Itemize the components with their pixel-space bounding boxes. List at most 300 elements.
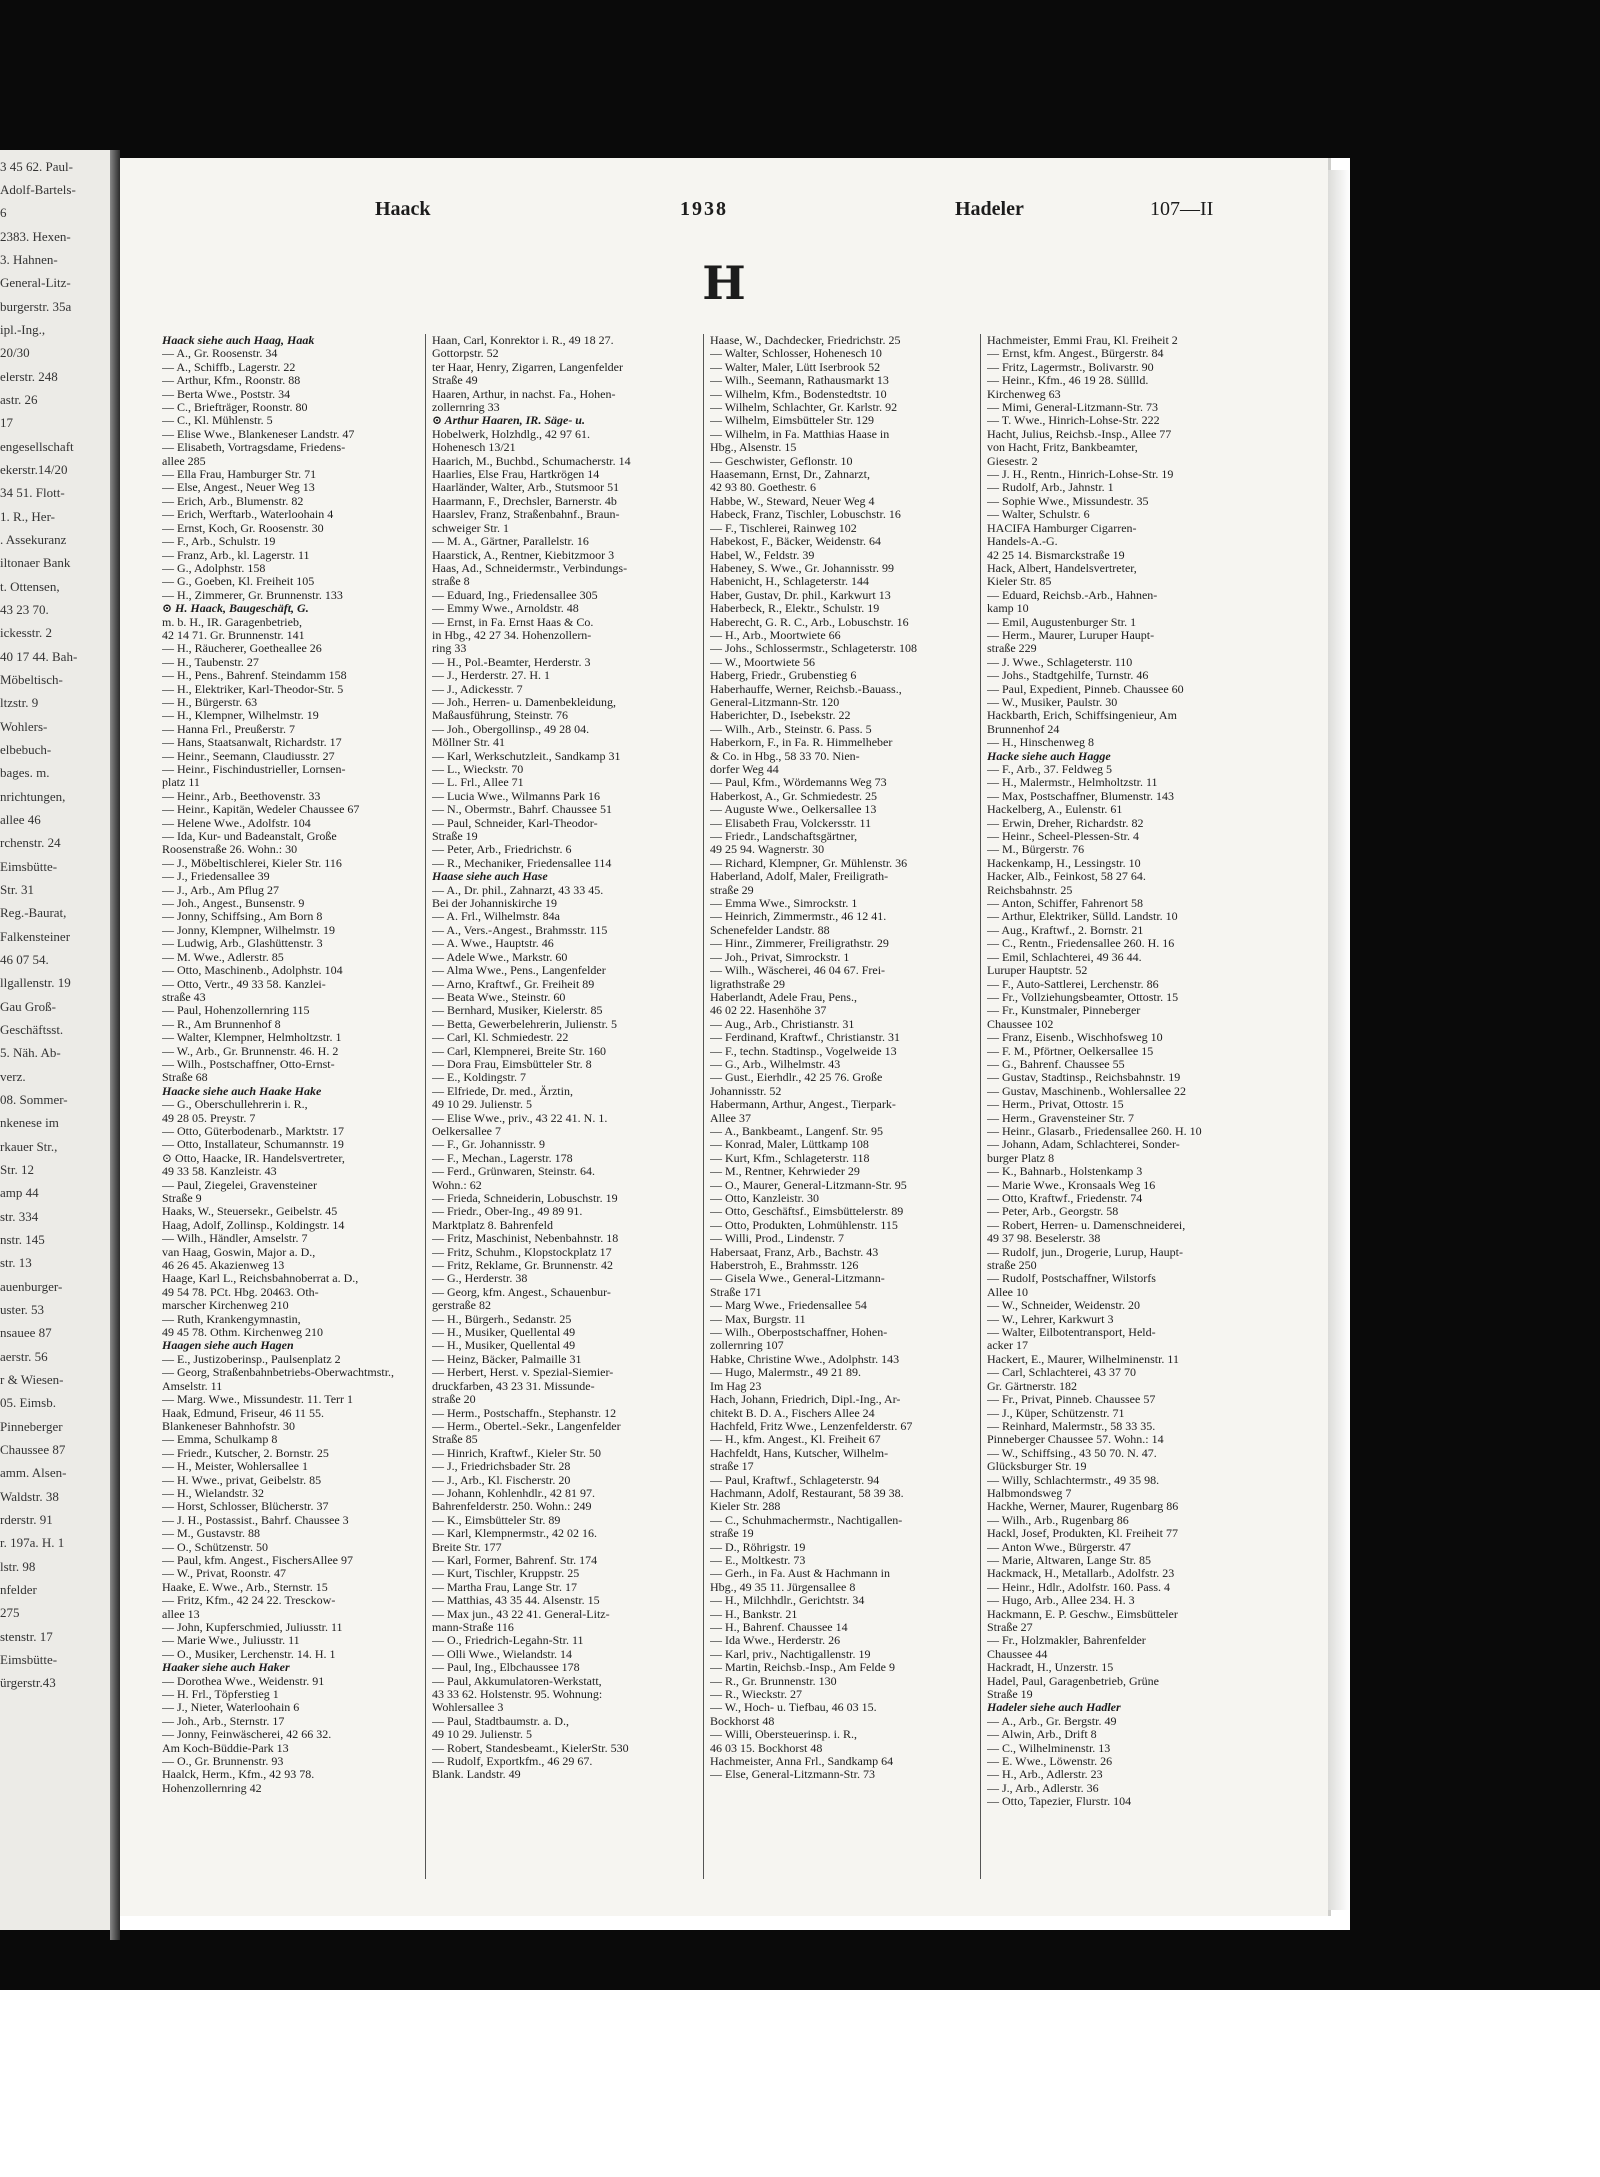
directory-entry: Straße 19	[987, 1688, 1033, 1702]
directory-entry: — Georg, kfm. Angest., Schauenbur-	[432, 1285, 611, 1299]
directory-entry: — Ida, Kur- und Badeanstalt, Große	[162, 830, 337, 844]
directory-entry: — Heinr., Scheel-Plessen-Str. 4	[987, 830, 1139, 844]
left-page-text-line: elbebuch-	[0, 742, 52, 757]
left-page-text-line: 17	[0, 415, 13, 430]
directory-entry: allee 13	[162, 1607, 200, 1621]
left-page-text-line: 6	[0, 205, 7, 220]
directory-heading: ⊙ Arthur Haaren, IR. Säge- u.	[432, 414, 585, 428]
directory-entry: Blank. Landstr. 49	[432, 1768, 521, 1782]
directory-entry: Habenicht, H., Schlageterstr. 144	[710, 575, 869, 589]
directory-entry: — A., Bankbeamt., Langenf. Str. 95	[710, 1124, 883, 1138]
directory-entry: 42 14 71. Gr. Brunnenstr. 141	[162, 628, 305, 642]
directory-entry: — Arno, Kraftwf., Gr. Freiheit 89	[432, 977, 595, 991]
directory-entry: — Herm., Maurer, Luruper Haupt-	[987, 628, 1155, 642]
left-page-text-line: str. 334	[0, 1209, 39, 1224]
directory-entry: — Herm., Privat, Ottostr. 15	[987, 1098, 1124, 1112]
left-page-text-line: rchenstr. 24	[0, 835, 61, 850]
left-page-text-line: lstr. 98	[0, 1559, 36, 1574]
directory-entry: — Otto, Geschäftsf., Eimsbüttelerstr. 89	[710, 1205, 904, 1219]
directory-entry: Straße 171	[710, 1285, 762, 1299]
directory-entry: — L., Wieckstr. 70	[432, 763, 524, 776]
directory-entry: — G., Herderstr. 38	[432, 1272, 528, 1286]
directory-entry: — Gerh., in Fa. Aust & Hachmann in	[710, 1567, 890, 1581]
directory-entry: — A. Wwe., Hauptstr. 46	[432, 937, 554, 951]
directory-entry: Kirchenweg 63	[987, 387, 1061, 401]
left-page-text-line: Reg.-Baurat,	[0, 905, 67, 920]
directory-entry: — Beata Wwe., Steinstr. 60	[432, 990, 566, 1004]
directory-entry: Hbg., Alsenstr. 15	[710, 441, 797, 455]
directory-entry: Habersaat, Franz, Arb., Bachstr. 43	[710, 1245, 879, 1259]
scan-border-left-top	[52, 48, 112, 150]
directory-entry: zollernring 107	[710, 1339, 784, 1353]
directory-entry: Hackbarth, Erich, Schiffsingenieur, Am	[987, 709, 1177, 723]
directory-entry: kamp 10	[987, 602, 1029, 616]
directory-entry: — G., Bahrenf. Chaussee 55	[987, 1057, 1125, 1071]
directory-entry: — E., Koldingstr. 7	[432, 1071, 527, 1085]
directory-entry: — Elise Wwe., Blankeneser Landstr. 47	[162, 427, 355, 441]
directory-entry: — Franz, Arb., kl. Lagerstr. 11	[162, 548, 310, 562]
directory-entry: Reichsbahnstr. 25	[987, 883, 1073, 897]
directory-entry: — E. Wwe., Löwenstr. 26	[987, 1755, 1113, 1769]
directory-entry: — R., Wieckstr. 27	[710, 1688, 802, 1702]
directory-entry: ligrathstraße 29	[710, 977, 785, 991]
directory-entry: — Ludwig, Arb., Glashüttenstr. 3	[162, 937, 323, 951]
directory-entry: — Fr., Privat, Pinneb. Chaussee 57	[987, 1393, 1156, 1407]
directory-entry: — Elise Wwe., priv., 43 22 41. N. 1.	[432, 1111, 608, 1125]
directory-entry: — F., Arb., Schulstr. 19	[162, 535, 276, 549]
directory-entry: Haalck, Herm., Kfm., 42 93 78.	[162, 1768, 315, 1782]
directory-entry: — A., Gr. Roosenstr. 34	[162, 347, 278, 361]
left-page-text-line: t. Ottensen,	[0, 579, 60, 594]
directory-heading: Hacke siehe auch Hagge	[987, 749, 1111, 763]
directory-entry: Straße 27	[987, 1621, 1033, 1634]
left-page-text-line: Eimsbütte-	[0, 859, 58, 874]
directory-entry: — Karl, priv., Nachtigallenstr. 19	[710, 1647, 871, 1661]
directory-entry: — J. H., Postassist., Bahrf. Chaussee 3	[162, 1513, 349, 1527]
directory-entry: acker 17	[987, 1339, 1028, 1353]
directory-entry: — M. A., Gärtner, Parallelstr. 16	[432, 535, 589, 549]
directory-entry: Haberhauffe, Werner, Reichsb.-Bauass.,	[710, 682, 902, 696]
directory-entry: Haasemann, Ernst, Dr., Zahnarzt,	[710, 468, 870, 482]
directory-entry: in Hbg., 42 27 34. Hohenzollern-	[432, 628, 592, 642]
directory-entry: — Fr., Holzmakler, Bahrenfelder	[987, 1634, 1146, 1648]
directory-entry: — Joh., Arb., Sternstr. 17	[162, 1714, 285, 1728]
left-page-text-line: 1. R., Her-	[0, 509, 55, 524]
directory-entry: — Max, Postschaffner, Blumenstr. 143	[987, 789, 1174, 803]
left-page-text-line: 40 17 44. Bah-	[0, 649, 78, 664]
directory-entry: — Matthias, 43 35 44. Alsenstr. 15	[432, 1594, 600, 1608]
directory-entry: — Hans, Staatsanwalt, Richardstr. 17	[162, 736, 342, 750]
directory-entry: Haaks, W., Steuersekr., Geibelstr. 45	[162, 1205, 338, 1219]
directory-entry: Hackenkamp, H., Lessingstr. 10	[987, 856, 1141, 870]
directory-entry: — Willy, Schlachtermstr., 49 35 98.	[987, 1473, 1160, 1487]
directory-entry: — Emma, Schulkamp 8	[162, 1433, 278, 1447]
directory-entry: — Karl, Former, Bahrenf. Str. 174	[432, 1553, 598, 1567]
directory-entry: — Else, General-Litzmann-Str. 73	[710, 1768, 875, 1782]
directory-entry: Habermann, Arthur, Angest., Tierpark-	[710, 1098, 896, 1112]
directory-entry: zollernring 33	[432, 401, 500, 415]
directory-entry: — J., Arb., Kl. Fischerstr. 20	[432, 1473, 571, 1487]
directory-entry: — Max jun., 43 22 41. General-Litz-	[432, 1607, 610, 1621]
left-page-text-line: Eimsbütte-	[0, 1652, 58, 1667]
left-page-text-line: Möbeltisch-	[0, 672, 63, 687]
directory-entry: — F., Auto-Sattlerei, Lerchenstr. 86	[987, 977, 1159, 991]
directory-entry: Hobelwerk, Holzhdlg., 42 97 61.	[432, 427, 590, 441]
left-page-text-line: auenburger-	[0, 1279, 63, 1294]
directory-entry: 49 10 29. Julienstr. 5	[432, 1098, 533, 1112]
left-page-text-line: Gau Groß-	[0, 999, 56, 1014]
directory-entry: — Elisabeth Frau, Volckersstr. 11	[710, 816, 872, 830]
directory-entry: — Martin, Reichsb.-Insp., Am Felde 9	[710, 1661, 895, 1675]
directory-entry: ⊙ Otto, Haacke, IR. Handelsvertreter,	[162, 1151, 345, 1165]
directory-entry: — J. H., Rentn., Hinrich-Lohse-Str. 19	[987, 468, 1174, 482]
left-page-text-line: rderstr. 91	[0, 1512, 53, 1527]
directory-entry: — Gisela Wwe., General-Litzmann-	[710, 1272, 885, 1286]
directory-entry: — Fritz, Lagermstr., Bolivarstr. 90	[987, 360, 1154, 374]
directory-entry: marscher Kirchenweg 210	[162, 1299, 289, 1313]
left-page-text-line: astr. 26	[0, 392, 38, 407]
directory-entry: — Karl, Klempnermstr., 42 02 16.	[432, 1527, 597, 1541]
column-divider	[703, 334, 704, 1879]
directory-entry: — Willi, Prod., Lindenstr. 7	[710, 1232, 844, 1246]
directory-entry: — Walter, Schulstr. 6	[987, 508, 1090, 522]
directory-entry: — H., Taubenstr. 27	[162, 655, 259, 669]
directory-entry: 42 25 14. Bismarckstraße 19	[987, 548, 1125, 562]
page-edge	[1328, 170, 1350, 1910]
directory-heading: Haacke siehe auch Haake Hake	[162, 1084, 322, 1098]
directory-entry: chitekt B. D. A., Fischers Allee 24	[710, 1406, 875, 1420]
directory-entry: — H., Musiker, Quellental 49	[432, 1326, 576, 1340]
directory-entry: — Otto, Maschinenb., Adolphstr. 104	[162, 964, 343, 978]
directory-entry: — G., Oberschullehrerin i. R.,	[162, 1098, 308, 1112]
directory-entry: 49 28 05. Preystr. 7	[162, 1111, 256, 1125]
directory-entry: — F., Gr. Johannisstr. 9	[432, 1138, 546, 1152]
directory-entry: — Ruth, Krankengymnastin,	[162, 1312, 301, 1326]
directory-entry: — Johann, Kohlenhdlr., 42 81 97.	[432, 1486, 595, 1500]
directory-entry: — J., Herderstr. 27. H. 1	[432, 669, 550, 683]
directory-entry: — M., Gustavstr. 88	[162, 1527, 261, 1541]
directory-entry: — A., Arb., Gr. Bergstr. 49	[987, 1714, 1117, 1728]
directory-entry: — Heinr., Glasarb., Friedensallee 260. H. 10	[987, 1124, 1202, 1138]
directory-entry: — Elisabeth, Vortragsdame, Friedens-	[162, 441, 346, 455]
left-page-text-line: ürgerstr.43	[0, 1675, 56, 1690]
directory-entry: — J., Möbeltischlerei, Kieler Str. 116	[162, 856, 342, 870]
directory-entry: — E., Moltkestr. 73	[710, 1553, 806, 1567]
left-page-text-line: bages. m.	[0, 765, 50, 780]
directory-entry: — Marie Wwe., Kronsaals Weg 16	[987, 1178, 1156, 1192]
book-spine	[110, 150, 120, 1940]
directory-entry: 49 33 58. Kanzleistr. 43	[162, 1165, 277, 1179]
directory-entry: Hachmeister, Emmi Frau, Kl. Freiheit 2	[987, 334, 1178, 347]
left-page-text-line: General-Litz-	[0, 275, 71, 290]
directory-entry: — Erwin, Dreher, Richardstr. 82	[987, 816, 1144, 830]
directory-entry: straße 17	[710, 1460, 754, 1474]
directory-entry: — Eduard, Ing., Friedensallee 305	[432, 588, 598, 602]
directory-entry: — Heinrich, Zimmermstr., 46 12 41.	[710, 910, 887, 924]
directory-entry: 49 37 98. Beselerstr. 38	[987, 1232, 1101, 1246]
directory-entry: — Heinr., Hdlr., Adolfstr. 160. Pass. 4	[987, 1580, 1171, 1594]
directory-entry: 49 10 29. Julienstr. 5	[432, 1728, 533, 1742]
directory-entry: — Eduard, Reichsb.-Arb., Hahnen-	[987, 588, 1158, 602]
directory-entry: Im Hag 23	[710, 1379, 762, 1393]
directory-entry: — H., Klempner, Wilhelmstr. 19	[162, 709, 319, 723]
directory-entry: Hack, Albert, Handelsvertreter,	[987, 561, 1137, 575]
directory-entry: Hackelberg, A., Eulenstr. 61	[987, 803, 1123, 817]
directory-entry: Allee 37	[710, 1111, 751, 1125]
directory-entry: — Joh., Angest., Bunsenstr. 9	[162, 897, 305, 911]
directory-entry: — Ernst, in Fa. Ernst Haas & Co.	[432, 615, 594, 629]
left-page-text-line: str. 13	[0, 1255, 32, 1270]
directory-entry: Haarmann, F., Drechsler, Barnerstr. 4b	[432, 494, 617, 508]
left-page-text-line: Chaussee 87	[0, 1442, 66, 1457]
directory-entry: — Paul, Expedient, Pinneb. Chaussee 60	[987, 682, 1184, 696]
directory-entry: — Herm., Postschaffn., Stephanstr. 12	[432, 1406, 617, 1420]
directory-entry: — Herbert, Herst. v. Spezial-Siemier-	[432, 1366, 614, 1380]
directory-entry: — Georg, Straßenbahnbetriebs-Oberwachtmstr.,	[162, 1366, 395, 1380]
directory-entry: Haan, Carl, Konrektor i. R., 49 18 27.	[432, 334, 614, 347]
directory-entry: — Paul, Hohenzollernring 115	[162, 1004, 310, 1018]
directory-entry: Amselstr. 11	[162, 1379, 223, 1393]
directory-entry: ring 33	[432, 642, 467, 656]
directory-entry: — Frieda, Schneiderin, Lobuschstr. 19	[432, 1192, 618, 1205]
directory-entry: Straße 49	[432, 374, 478, 388]
left-page-text-line: ipl.-Ing.,	[0, 322, 46, 337]
directory-entry: — W., Schneider, Weidenstr. 20	[987, 1299, 1140, 1313]
directory-entry: — Otto, Kanzleistr. 30	[710, 1192, 819, 1205]
directory-entry: — G., Adolphstr. 158	[162, 561, 266, 575]
directory-entry: — K., Bahnarb., Holstenkamp 3	[987, 1165, 1143, 1179]
directory-entry: — Erich, Werftarb., Waterloohain 4	[162, 508, 334, 522]
directory-entry: Kieler Str. 85	[987, 575, 1052, 589]
directory-entry: straße 229	[987, 642, 1037, 656]
directory-entry: — J., Arb., Am Pflug 27	[162, 883, 280, 897]
directory-entry: — Berta Wwe., Poststr. 34	[162, 387, 291, 401]
directory-entry: — Paul, Kraftwf., Schlageterstr. 94	[710, 1473, 880, 1487]
directory-heading: Haack siehe auch Haag, Haak	[162, 334, 315, 347]
directory-entry: — Karl, Werkschutzleit., Sandkamp 31	[432, 749, 621, 763]
directory-entry: Haberlandt, Adele Frau, Pens.,	[710, 990, 857, 1004]
directory-entry: — Wilh., Händler, Amselstr. 7	[162, 1232, 308, 1246]
directory-entry: — Paul, Kfm., Wördemanns Weg 73	[710, 776, 887, 790]
directory-entry: 42 93 80. Goethestr. 6	[710, 481, 816, 495]
directory-entry: Bahrenfelderstr. 250. Wohn.: 249	[432, 1500, 592, 1514]
directory-entry: — Otto, Tapezier, Flurstr. 104	[987, 1795, 1132, 1809]
directory-entry: Halbmondsweg 7	[987, 1486, 1072, 1500]
left-page-text-line: elerstr. 248	[0, 369, 58, 384]
left-page-text-line: 275	[0, 1605, 20, 1620]
left-page-text-line: llgallenstr. 19	[0, 975, 71, 990]
directory-entry: Hacker, Alb., Feinkost, 58 27 64.	[987, 870, 1146, 884]
left-page-fragment	[0, 150, 110, 1930]
directory-entry: — Jonny, Klempner, Wilhelmstr. 19	[162, 923, 336, 937]
directory-entry: Möllner Str. 41	[432, 736, 506, 750]
directory-entry: — Rudolf, Postschaffner, Wilstorfs	[987, 1272, 1156, 1286]
directory-entry: — H., Bahrenf. Chaussee 14	[710, 1621, 848, 1634]
left-page-text-line: nrichtungen,	[0, 789, 66, 804]
directory-entry: — Marg. Wwe., Missundestr. 11. Terr 1	[162, 1393, 354, 1407]
left-page-text-line: burgerstr. 35a	[0, 299, 72, 314]
directory-entry: — W., Moortwiete 56	[710, 655, 815, 669]
directory-entry: — Richard, Klempner, Gr. Mühlenstr. 36	[710, 856, 908, 870]
directory-entry: — W., Lehrer, Karkwurt 3	[987, 1312, 1114, 1326]
directory-entry: — Ida Wwe., Herderstr. 26	[710, 1634, 841, 1648]
left-page-text-line: Adolf-Bartels-	[0, 182, 76, 197]
left-page-text-line: Pinneberger	[0, 1419, 63, 1434]
directory-entry: — G., Goeben, Kl. Freiheit 105	[162, 575, 315, 589]
directory-entry: — Paul, Akkumulatoren-Werkstatt,	[432, 1674, 602, 1688]
directory-entry: — H., Arb., Moortwiete 66	[710, 628, 841, 642]
left-page-text-line: nfelder	[0, 1582, 37, 1597]
left-page-text-line: nsauee 87	[0, 1325, 52, 1340]
directory-entry: Haberkost, A., Gr. Schmiedestr. 25	[710, 789, 877, 803]
directory-entry: — Helene Wwe., Adolfstr. 104	[162, 816, 311, 830]
directory-entry: — Paul, kfm. Angest., FischersAllee 97	[162, 1553, 353, 1567]
left-page-text-line: r & Wiesen-	[0, 1372, 64, 1387]
directory-entry: Hbg., 49 35 11. Jürgensallee 8	[710, 1580, 856, 1594]
directory-heading: ⊙ H. Haack, Baugeschäft, G.	[162, 602, 309, 616]
directory-entry: — F., Tischlerei, Rainweg 102	[710, 521, 857, 535]
directory-entry: Breite Str. 177	[432, 1540, 502, 1554]
left-page-text-line: 2383. Hexen-	[0, 229, 71, 244]
scan-border-top	[0, 0, 1600, 48]
directory-entry: — Joh., Obergollinsp., 49 28 04.	[432, 722, 590, 736]
directory-entry: — Gustav, Maschinenb., Wohlersallee 22	[987, 1084, 1186, 1098]
directory-entry: — Paul, Ziegelei, Gravensteiner	[162, 1178, 317, 1192]
directory-entry: — A. Frl., Wilhelmstr. 84a	[432, 910, 560, 924]
directory-entry: Marktplatz 8. Bahrenfeld	[432, 1218, 553, 1232]
directory-entry: straße 29	[710, 883, 754, 897]
directory-entry: — F., Arb., 37. Feldweg 5	[987, 763, 1113, 776]
left-page-text-line: iltonaer Bank	[0, 555, 71, 570]
directory-entry: — Wilhelm, Schlachter, Gr. Karlstr. 92	[710, 401, 898, 415]
directory-heading: Haagen siehe auch Hagen	[162, 1339, 294, 1353]
directory-entry: Luruper Hauptstr. 52	[987, 964, 1088, 978]
directory-entry: — Fr., Vollziehungsbeamter, Ottostr. 15	[987, 990, 1179, 1004]
directory-entry: — F., Mechan., Lagerstr. 178	[432, 1151, 573, 1165]
left-page-text-line: amm. Alsen-	[0, 1465, 67, 1480]
directory-entry: — O., Maurer, General-Litzmann-Str. 95	[710, 1178, 907, 1192]
left-page-text-line: 08. Sommer-	[0, 1092, 68, 1107]
left-page-text-line: ickesstr. 2	[0, 625, 52, 640]
directory-entry: — H., Räucherer, Goetheallee 26	[162, 642, 322, 656]
directory-entry: — Willi, Obersteuerinsp. i. R.,	[710, 1728, 857, 1742]
directory-entry: — H., Elektriker, Karl-Theodor-Str. 5	[162, 682, 344, 696]
directory-entry: — Hugo, Arb., Allee 234. H. 3	[987, 1594, 1135, 1608]
directory-entry: m. b. H., IR. Garagenbetrieb,	[162, 615, 302, 629]
directory-entry: straße 20	[432, 1393, 476, 1407]
directory-entry: — Ernst, Koch, Gr. Roosenstr. 30	[162, 521, 324, 535]
left-page-text-line: stenstr. 17	[0, 1629, 53, 1644]
directory-heading: Haaker siehe auch Haker	[162, 1661, 290, 1675]
directory-entry: — Geschwister, Geflonstr. 10	[710, 454, 853, 468]
directory-entry: — Joh., Privat, Simrockstr. 1	[710, 950, 850, 964]
directory-entry: schweiger Str. 1	[432, 521, 509, 535]
directory-entry: — Hugo, Malermstr., 49 21 89.	[710, 1366, 861, 1380]
directory-entry: Haarich, M., Buchbd., Schumacherstr. 14	[432, 454, 631, 468]
directory-entry: Gottorpstr. 52	[432, 347, 499, 361]
directory-page	[120, 158, 1331, 1916]
directory-entry: — Friedr., Landschaftsgärtner,	[710, 830, 858, 844]
directory-entry: Haarslev, Franz, Straßenbahnf., Braun-	[432, 508, 620, 522]
directory-entry: — T. Wwe., Hinrich-Lohse-Str. 222	[987, 414, 1160, 428]
directory-entry: — John, Kupferschmied, Juliusstr. 11	[162, 1621, 343, 1634]
directory-entry: Hachfeld, Fritz Wwe., Lenzenfelderstr. 67	[710, 1419, 913, 1433]
directory-entry: — Sophie Wwe., Missundestr. 35	[987, 494, 1149, 508]
directory-entry: — Friedr., Ober-Ing., 49 89 91.	[432, 1205, 583, 1219]
directory-entry: Hadel, Paul, Garagenbetrieb, Grüne	[987, 1674, 1159, 1688]
directory-entry: — Alwin, Arb., Drift 8	[987, 1728, 1097, 1742]
left-page-text-line: 43 23 70.	[0, 602, 49, 617]
left-page-text-line: Wohlers-	[0, 719, 48, 734]
directory-entry: straße 8	[432, 575, 470, 589]
directory-entry: Brunnenhof 24	[987, 722, 1060, 736]
directory-entry: — Walter, Klempner, Helmholtzstr. 1	[162, 1031, 342, 1045]
directory-entry: — Wilh., Wäscherei, 46 04 67. Frei-	[710, 964, 886, 978]
directory-entry: — Hinrich, Kraftwf., Kieler Str. 50	[432, 1446, 601, 1460]
directory-entry: — Hinr., Zimmerer, Freiligrathstr. 29	[710, 937, 889, 951]
directory-entry: Bockhorst 48	[710, 1714, 775, 1728]
directory-entry: — Peter, Arb., Georgstr. 58	[987, 1205, 1119, 1219]
directory-entry: — Walter, Schlosser, Hohenesch 10	[710, 347, 882, 361]
directory-entry: — Emil, Augustenburger Str. 1	[987, 615, 1137, 629]
directory-entry: — Herm., Gravensteiner Str. 7	[987, 1111, 1134, 1125]
left-page-text-line: Str. 31	[0, 882, 34, 897]
directory-entry: — O., Schützenstr. 50	[162, 1540, 268, 1554]
left-page-text-line: aerstr. 56	[0, 1349, 48, 1364]
directory-entry: — J., Nieter, Waterloohain 6	[162, 1701, 300, 1715]
directory-entry: — Hanna Frl., Preußerstr. 7	[162, 722, 295, 736]
directory-entry: — M., Rentner, Kehrwieder 29	[710, 1165, 860, 1179]
directory-entry: — Martha Frau, Lange Str. 17	[432, 1580, 577, 1594]
directory-entry: — Lucia Wwe., Wilmanns Park 16	[432, 789, 601, 803]
directory-entry: dorfer Weg 44	[710, 763, 779, 776]
directory-entry: — L. Frl., Allee 71	[432, 776, 524, 790]
directory-entry: — Fr., Kunstmaler, Pinneberger	[987, 1004, 1141, 1018]
directory-entry: — J., Friedrichsbader Str. 28	[432, 1460, 571, 1474]
directory-entry: — Marie, Altwaren, Lange Str. 85	[987, 1553, 1151, 1567]
directory-entry: Hachfeldt, Hans, Kutscher, Wilhelm-	[710, 1446, 889, 1460]
directory-entry: — O., Gr. Brunnenstr. 93	[162, 1755, 284, 1769]
directory-entry: Habbe, W., Steward, Neuer Weg 4	[710, 494, 875, 508]
directory-entry: — Carl, Kl. Schmiedestr. 22	[432, 1031, 569, 1045]
directory-entry: Bei der Johanniskirche 19	[432, 897, 557, 911]
directory-entry: — Fritz, Kfm., 42 24 22. Tresckow-	[162, 1594, 336, 1608]
directory-entry: Straße 9	[162, 1192, 202, 1205]
directory-entry: — Wilh., Oberpostschaffner, Hohen-	[710, 1326, 888, 1340]
directory-heading: Hadeler siehe auch Hadler	[987, 1701, 1121, 1715]
directory-entry: Haarstick, A., Rentner, Kiebitzmoor 3	[432, 548, 615, 562]
directory-entry: — Herm., Obertel.-Sekr., Langenfelder	[432, 1419, 621, 1433]
directory-entry: — Auguste Wwe., Oelkersallee 13	[710, 803, 877, 817]
directory-entry: — Aug., Arb., Christianstr. 31	[710, 1017, 855, 1031]
directory-entry: Habke, Christine Wwe., Adolphstr. 143	[710, 1352, 900, 1366]
directory-entry: — Emil, Schlachterei, 49 36 44.	[987, 950, 1142, 964]
directory-entry: Haak, Edmund, Friseur, 46 11 55.	[162, 1406, 325, 1420]
directory-entry: — Else, Angest., Neuer Weg 13	[162, 481, 315, 495]
directory-entry: straße 19	[710, 1527, 754, 1541]
directory-entry: — H., Bürgerstr. 63	[162, 695, 258, 709]
directory-entry: allee 285	[162, 454, 206, 468]
directory-entry: — F. M., Pförtner, Oelkersallee 15	[987, 1044, 1154, 1058]
directory-entry: 49 45 78. Othm. Kirchenweg 210	[162, 1326, 323, 1340]
left-page-text-line: 05. Eimsb.	[0, 1395, 56, 1410]
directory-entry: — Wilhelm, Kfm., Bodenstedtstr. 10	[710, 387, 887, 401]
directory-entry: gerstraße 82	[432, 1299, 491, 1313]
page-number: 107—II	[1150, 198, 1214, 220]
directory-entry: Hacht, Julius, Reichsb.-Insp., Allee 77	[987, 427, 1172, 441]
directory-entry: — Johs., Schlossermstr., Schlageterstr. 108	[710, 642, 917, 656]
directory-entry: — Marie Wwe., Juliusstr. 11	[162, 1634, 300, 1648]
